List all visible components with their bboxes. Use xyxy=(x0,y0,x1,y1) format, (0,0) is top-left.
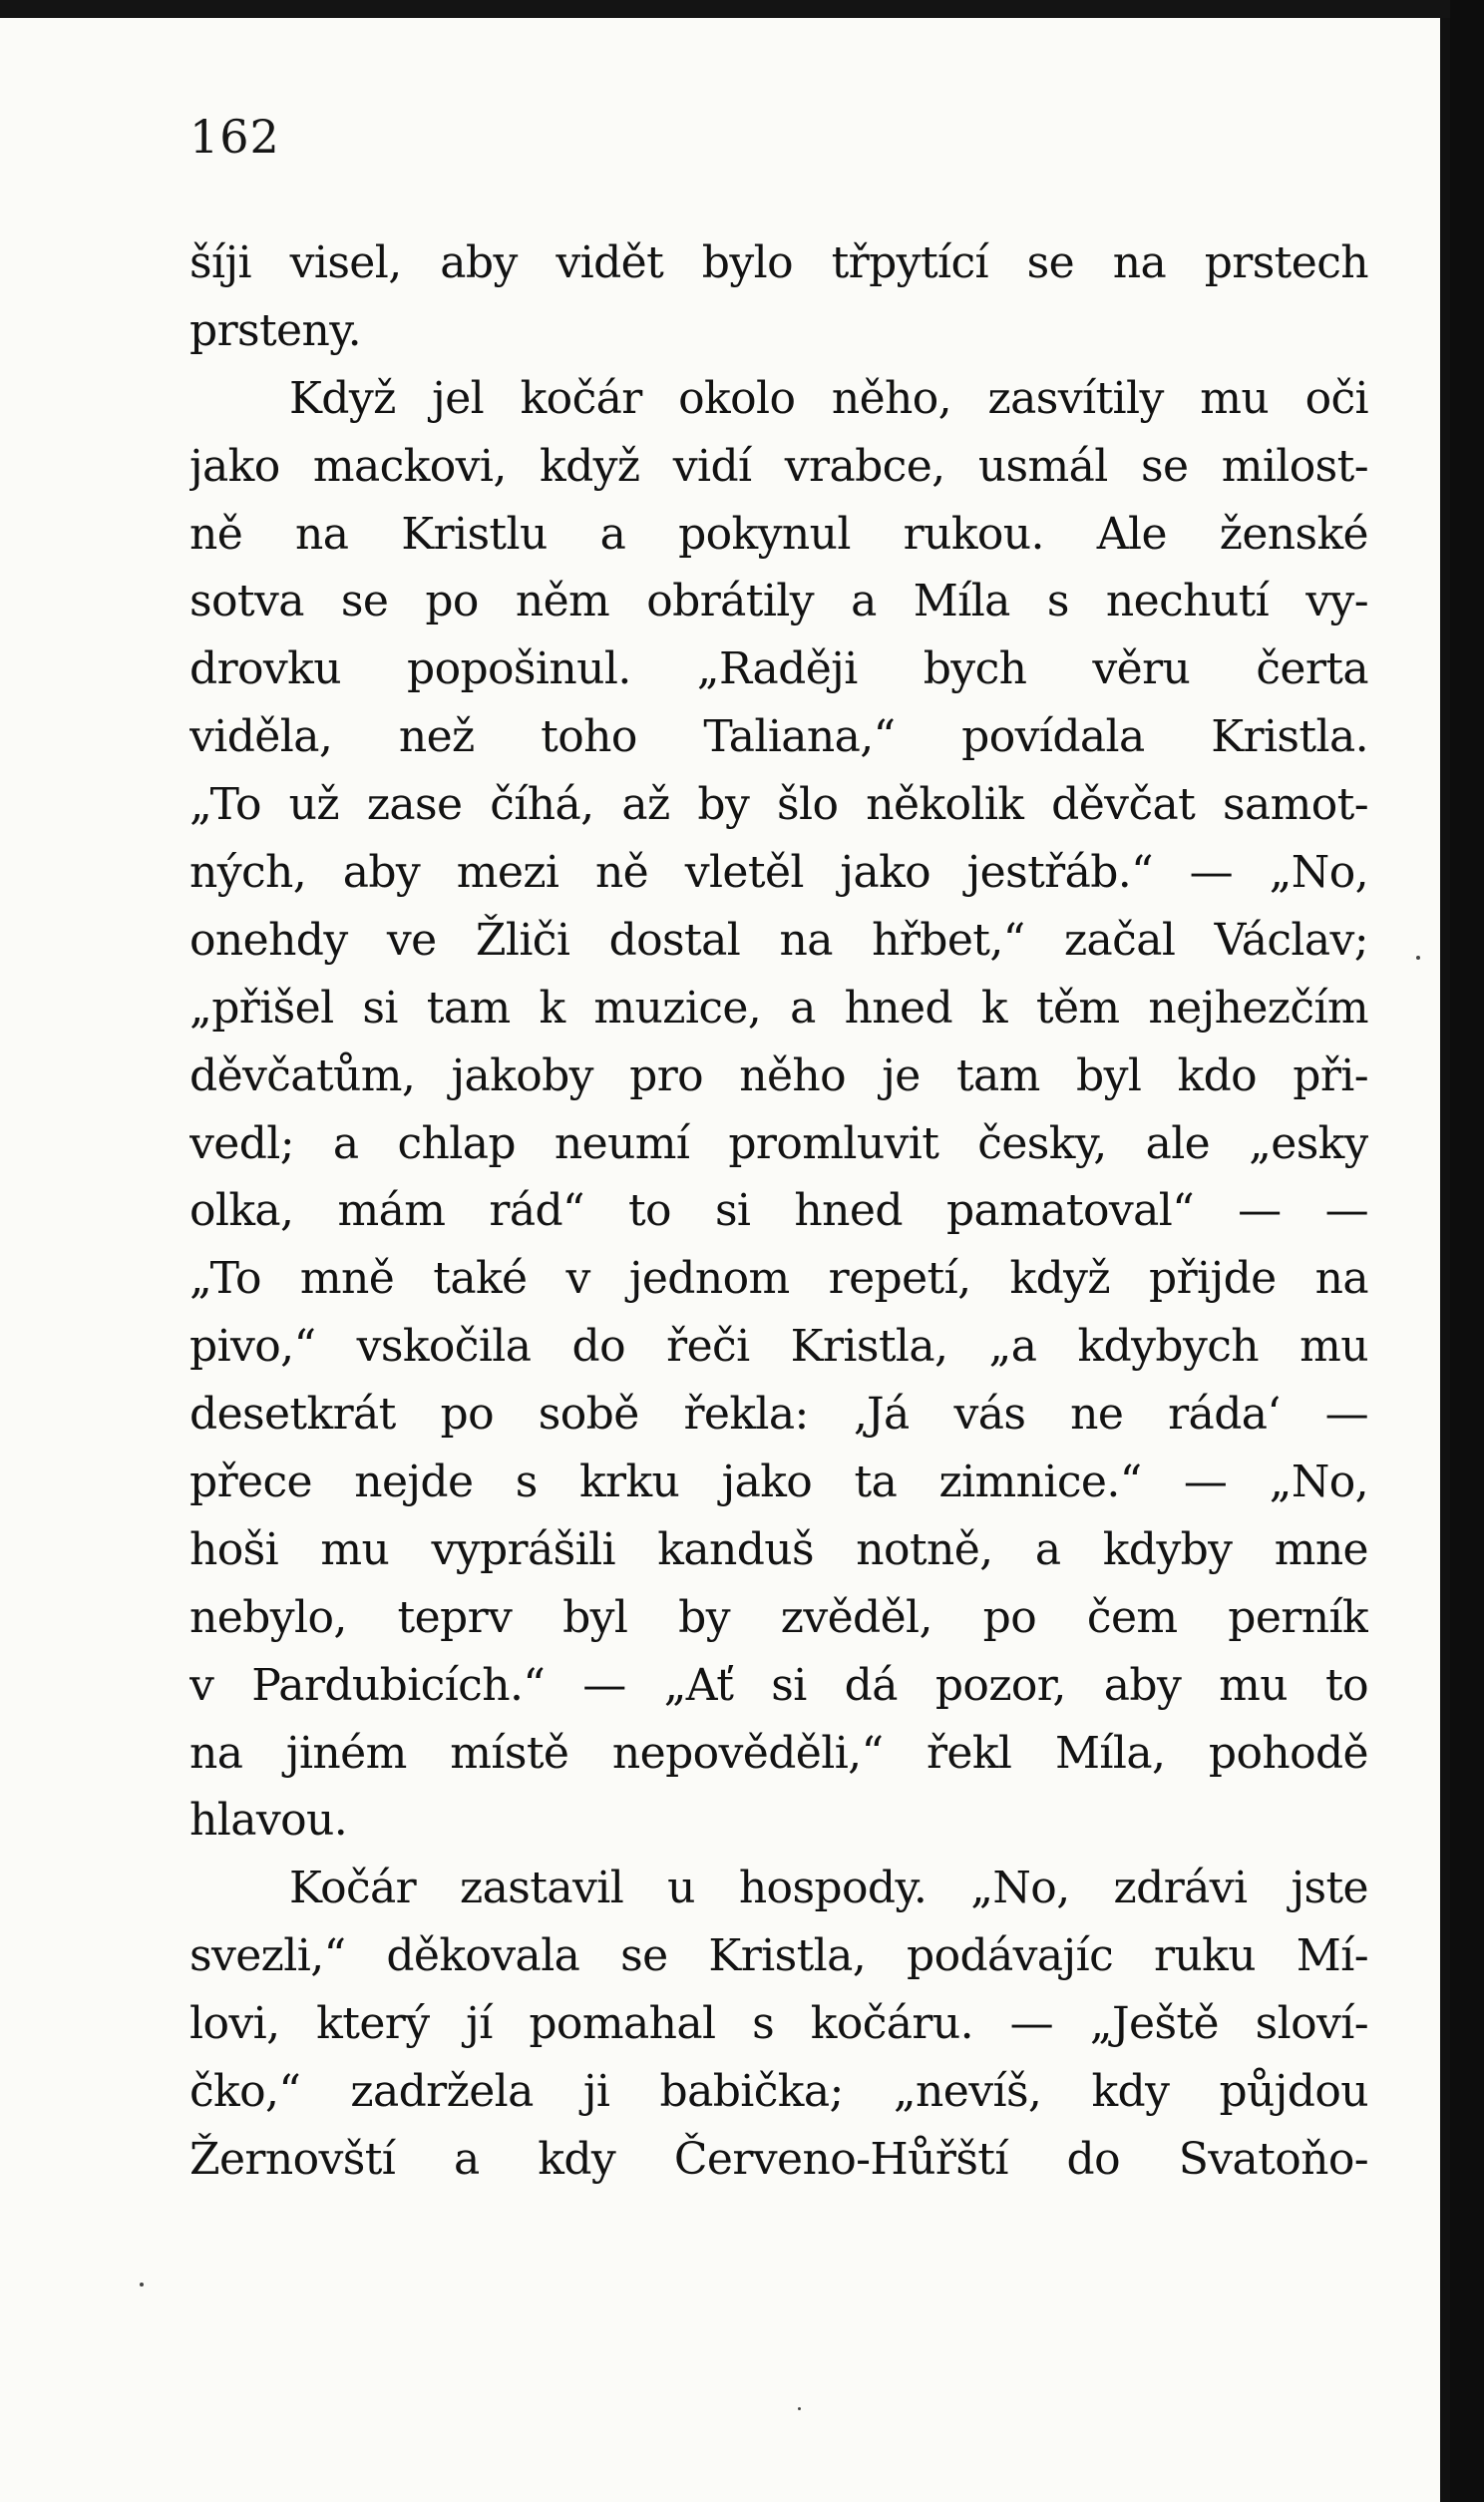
text-line: čko,“ zadržela ji babička; „nevíš, kdy půjdou xyxy=(189,2066,1368,2118)
text-line: desetkrát po sobě řekla: ‚Já vás ne ráda‘ — xyxy=(189,1389,1368,1441)
text-line: prsteny. xyxy=(189,304,362,356)
text-line: na jiném místě nepověděli,“ řekl Míla, pohodě xyxy=(189,1727,1368,1779)
text-line: „To mně také v jednom repetí, když přijde na xyxy=(189,1253,1368,1305)
text-line: hoši mu vyprášili kanduš notně, a kdyby mne xyxy=(189,1523,1368,1575)
text-line: vedl; a chlap neumí promluvit česky, ale „esky xyxy=(189,1117,1368,1169)
text-line: Žernovští a kdy Červeno-Hůřští do Svatoňo- xyxy=(189,2133,1368,2185)
book-page xyxy=(0,18,1440,2502)
text-line: drovku popošinul. „Raději bych věru čerta xyxy=(189,643,1368,695)
text-line: „přišel si tam k muzice, a hned k těm nejhezčím xyxy=(189,982,1368,1034)
scan-border-top xyxy=(0,0,1484,18)
text-line: lovi, který jí pomahal s kočáru. — „Ještě sloví- xyxy=(189,1998,1368,2050)
text-line: šíji visel, aby vidět bylo třpytící se na prstech xyxy=(189,237,1368,288)
text-line: „To už zase číhá, až by šlo několik děvčat samot- xyxy=(189,779,1368,831)
paper-speck xyxy=(140,2283,144,2287)
text-line: jako mackovi, když vidí vrabce, usmál se milost- xyxy=(189,440,1368,492)
text-line: olka, mám rád“ to si hned pamatoval“ — — xyxy=(189,1185,1368,1237)
text-line: v Pardubicích.“ — „Ať si dá pozor, aby mu to xyxy=(189,1659,1368,1711)
text-line: Kočár zastavil u hospody. „No, zdrávi jste xyxy=(289,1863,1368,1914)
text-line: ně na Kristlu a pokynul rukou. Ale ženské xyxy=(189,508,1368,560)
paper-speck xyxy=(798,2407,801,2410)
paper-speck xyxy=(1416,956,1420,960)
page-number: 162 xyxy=(189,110,280,164)
text-line: děvčatům, jakoby pro něho je tam byl kdo při- xyxy=(189,1049,1368,1101)
text-line: ných, aby mezi ně vletěl jako jestřáb.“ — „No, xyxy=(189,847,1368,899)
text-line: Když jel kočár okolo něho, zasvítily mu oči xyxy=(289,372,1368,424)
text-line: hlavou. xyxy=(189,1795,348,1847)
text-line: přece nejde s krku jako ta zimnice.“ — „No, xyxy=(189,1457,1368,1508)
text-line: pivo,“ vskočila do řeči Kristla, „a kdybych mu xyxy=(189,1321,1368,1373)
text-line: viděla, než toho Taliana,“ povídala Kristla. xyxy=(189,711,1368,763)
text-line: nebylo, teprv byl by zvěděl, po čem perník xyxy=(189,1591,1368,1643)
scan-border-right xyxy=(1450,0,1484,2502)
text-line: svezli,“ děkovala se Kristla, podávajíc ruku Mí- xyxy=(189,1930,1368,1982)
text-line: sotva se po něm obrátily a Míla s nechutí vy- xyxy=(189,576,1368,627)
text-line: onehdy ve Žliči dostal na hřbet,“ začal Václav; xyxy=(189,914,1368,966)
body-text xyxy=(189,229,1368,2194)
